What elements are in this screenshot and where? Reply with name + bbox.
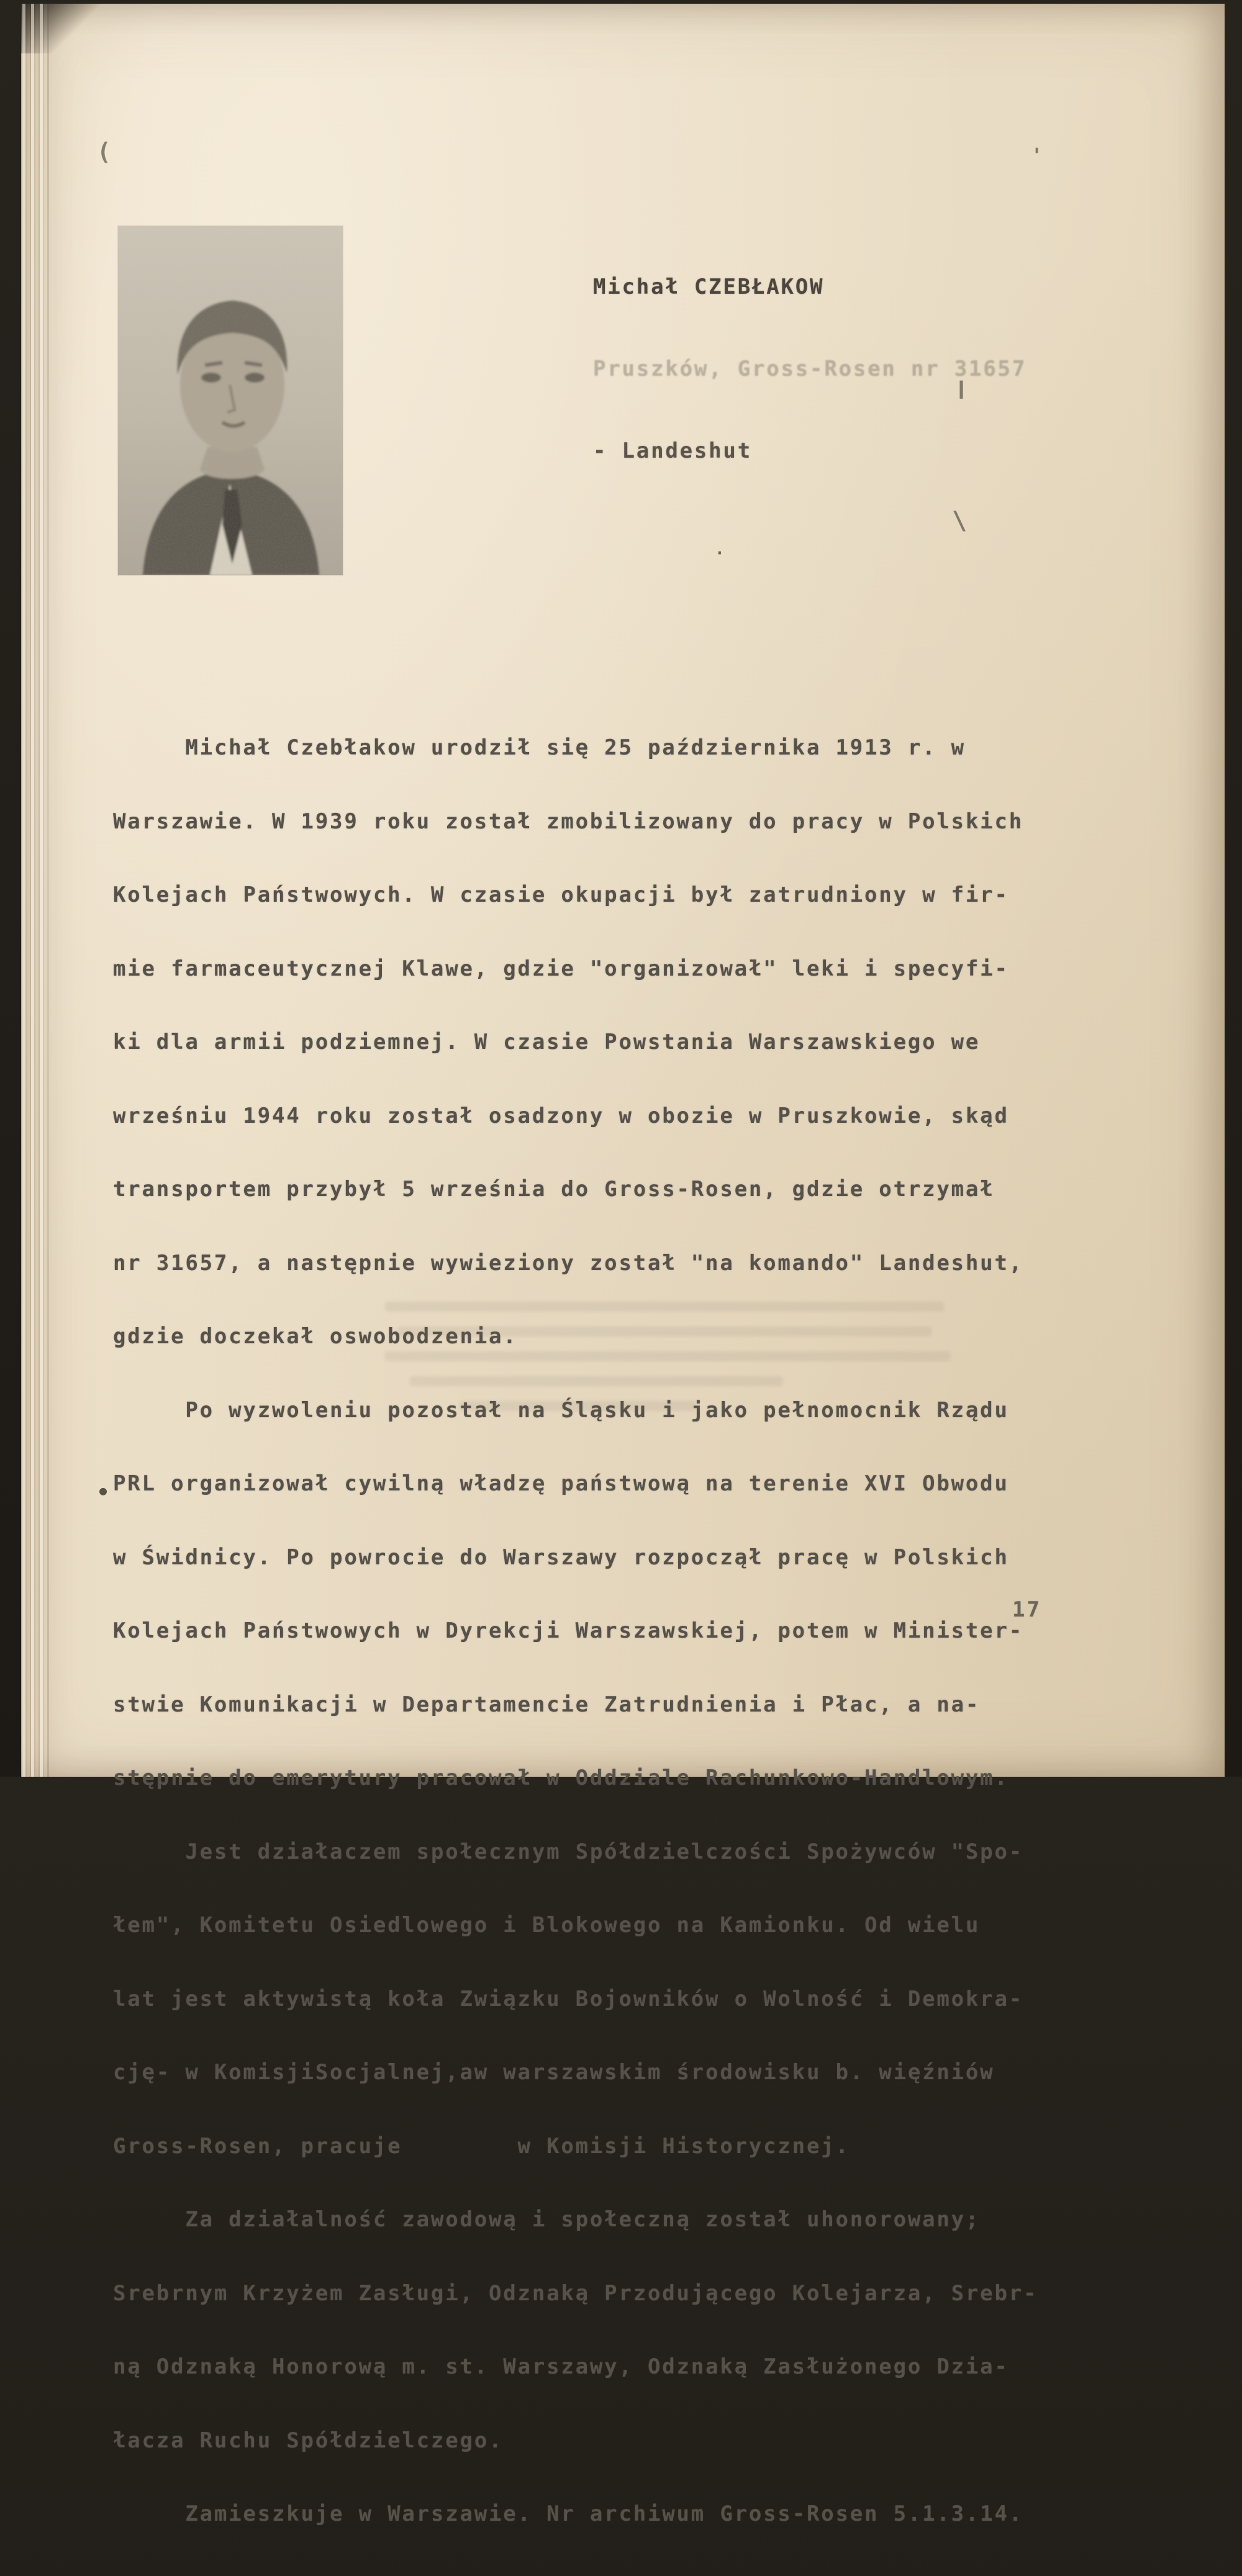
landeshut-line: - Landeshut bbox=[593, 438, 752, 463]
text-line: Po wyzwoleniu pozostał na Śląsku i jako pełnomocnik Rządu bbox=[113, 1397, 1009, 1423]
text-line: Zamieszkuje w Warszawie. Nr archiwum Gross-Rosen 5.1.3.14. bbox=[113, 2501, 1023, 2526]
person-name: Michał CZEBŁAKOW bbox=[593, 274, 825, 299]
text-line: nr 31657, a następnie wywieziony został "na komando" Landeshut, bbox=[113, 1250, 1023, 1276]
scan-artifact-mark: \ bbox=[952, 507, 968, 535]
camp-number-line: Pruszków, Gross-Rosen nr 31657 bbox=[593, 356, 1027, 381]
page-number: 17 bbox=[1012, 1597, 1041, 1622]
text-line: gdzie doczekał oswobodzenia. bbox=[113, 1324, 518, 1349]
text-line: stwie Komunikacji w Departamencie Zatrudnienia i Płac, a na- bbox=[113, 1692, 981, 1717]
page-binding-edge bbox=[21, 4, 47, 1777]
text-line: transportem przybył 5 września do Gross-Rosen, gdzie otrzymał bbox=[113, 1177, 995, 1202]
text-line: łem", Komitetu Osiedlowego i Blokowego na Kamionku. Od wielu bbox=[113, 1913, 981, 1938]
portrait-photo bbox=[118, 226, 343, 575]
text-line: lat jest aktywistą koła Związku Bojowników o Wolność i Demokra- bbox=[113, 1986, 1023, 2011]
text-line: Za działalność zawodową i społeczną został uhonorowany; bbox=[113, 2207, 981, 2232]
text-line: cję- w KomisjiSocjalnej,aw warszawskim środowisku b. więźniów bbox=[113, 2060, 995, 2085]
text-line: mie farmaceutycznej Klawe, gdzie "organizował" leki i specyfi- bbox=[113, 956, 1009, 981]
biography-text bbox=[113, 687, 1038, 2576]
text-line: Srebrnym Krzyżem Zasługi, Odznaką Przodującego Kolejarza, Srebr- bbox=[113, 2280, 1038, 2306]
portrait-photo-graphic bbox=[118, 226, 343, 575]
text-line: wrześniu 1944 roku został osadzony w obozie w Pruszkowie, skąd bbox=[113, 1103, 1009, 1128]
text-line: Kolejach Państwowych. W czasie okupacji był zatrudniony w fir- bbox=[113, 882, 1009, 907]
scan-artifact-mark: ' bbox=[1031, 143, 1043, 167]
text-line: łacza Ruchu Spółdzielczego. bbox=[113, 2428, 504, 2453]
text-line: ną Odznaką Honorową m. st. Warszawy, Odznaką Zasłużonego Dzia- bbox=[113, 2354, 1009, 2379]
scan-artifact-mark: ǀ bbox=[954, 376, 969, 405]
binding-crease-line bbox=[47, 4, 49, 1777]
document-page bbox=[21, 4, 1225, 2526]
text-line: Jest działaczem społecznym Spółdzielczości Spożywców "Spo- bbox=[113, 1839, 1023, 1864]
text-line: Warszawie. W 1939 roku został zmobilizowany do pracy w Polskich bbox=[113, 809, 1023, 834]
text-line: ki dla armii podziemnej. W czasie Powstania Warszawskiego we bbox=[113, 1030, 981, 1054]
text-line: Gross-Rosen, pracuje w Komisji Historycznej. bbox=[113, 2133, 850, 2159]
text-line: stępnie do emerytury pracował w Oddziale Rachunkowo-Handlowym. bbox=[113, 1766, 1009, 1790]
text-line: PRL organizował cywilną władzę państwową na terenie XVI Obwodu bbox=[113, 1471, 1009, 1496]
header-block bbox=[593, 219, 1027, 519]
text-line: Michał Czebłakow urodził się 25 października 1913 r. w bbox=[113, 735, 966, 760]
text-line: w Świdnicy. Po powrocie do Warszawy rozpoczął pracę w Polskich bbox=[113, 1544, 1009, 1570]
scan-artifact-mark: ( bbox=[97, 138, 111, 165]
scan-artifact-mark: ● bbox=[99, 1483, 107, 1498]
text-line: Kolejach Państwowych w Dyrekcji Warszawskiej, potem w Minister- bbox=[113, 1618, 1023, 1643]
scan-artifact-mark: · bbox=[715, 544, 725, 563]
